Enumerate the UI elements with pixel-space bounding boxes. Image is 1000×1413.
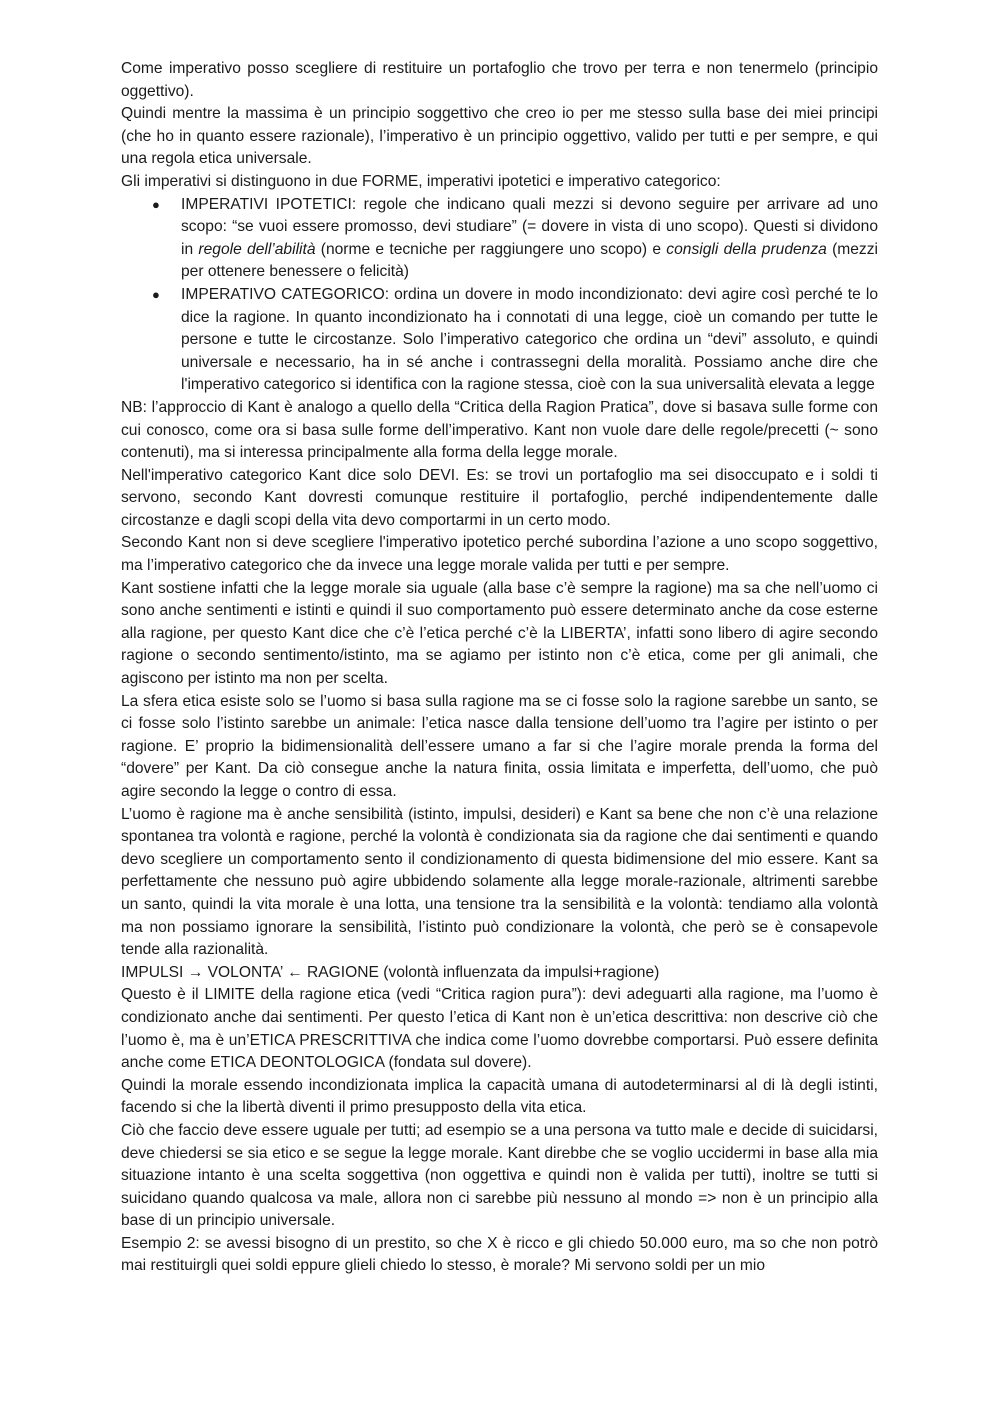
paragraph: Quindi mentre la massima è un principio soggettivo che creo io per me stesso sulla base dei miei principi (che ho in quanto essere razionale), l’imperativo è un principio oggettivo, valido per tutti e per sempre, e qui una regola etica universale.: [121, 105, 878, 168]
paragraph: Nell'imperativo categorico Kant dice solo DEVI. Es: se trovi un portafoglio ma sei disoccupato e i soldi ti servono, secondo Kant dovresti comunque restituire il portafoglio, perché indipendentemente dalle circostanze e dagli scopi della vita devo comportarmi in un certo modo.: [121, 466, 878, 529]
list-item-text: IMPERATIVI IPOTETICI: regole che indicano quali mezzi si devono seguire per arrivare ad uno scopo: “se vuoi essere promosso, devi studiare” (= dovere in vista di uno scopo). Questi si dividono in: [181, 195, 878, 258]
list-item-text: IMPERATIVO CATEGORICO: ordina un dovere in modo incondizionato: devi agire così perché te lo dice la ragione. In quanto incondizionato ha i connotati di una legge, cioè un comando per tutte le persone e tutte le circostanze. Solo l’imperativo categorico che ordina un “devi” assoluto, e quindi universale e necessario, ha in sé anche i contrassegni della moralità. Possiamo anche dire che l'imperativo categorico si identifica con la ragione stessa, cioè con la sua universalità elevata a legge: [181, 285, 878, 394]
list-item-text: (norme e tecniche per raggiungere uno scopo) e: [315, 240, 667, 258]
list-item-text: (mezzi per ottenere benessere o felicità): [181, 240, 878, 281]
paragraph: NB: l’approccio di Kant è analogo a quello della “Critica della Ragion Pratica”, dove si basava sulle forme con cui conosco, come ora si basa sulle forme dell’imperativo. Kant non vuole dare delle regole/precetti (~ sono contenuti), ma si interessa principalmente alla forma della legge morale.: [121, 398, 878, 462]
paragraph: Ciò che faccio deve essere uguale per tutti; ad esempio se a una persona va tutto male e decide di suicidarsi, deve chiedersi se sia etico e se segue la legge morale. Kant direbbe che se voglio uccidermi in base alla mia situazione intanto è una scelta soggettiva (non oggettiva e quindi non è valida per tutti), inoltre se tutti si suicidano quando qualcosa va male, allora non ci sarebbe più nessuno al mondo => non è un principio alla base di un principio universale.: [121, 1121, 878, 1230]
emphasis: regole dell’abilità: [198, 240, 316, 258]
paragraph: Esempio 2: se avessi bisogno di un prestito, so che X è ricco e gli chiedo 50.000 euro, ma so che non potrò mai restituirgli quei soldi eppure glieli chiedo lo stesso, è morale? Mi servono soldi per un mio: [121, 1234, 878, 1275]
bullet-icon: ●: [152, 196, 160, 212]
paragraph: L’uomo è ragione ma è anche sensibilità (istinto, impulsi, desideri) e Kant sa bene che non c’è una relazione spontanea tra volontà e ragione, perché la volontà è condizionata sia da ragione che dai sentimenti e quando devo scegliere un comportamento sento il condizionamento di questa bidimensione del mio essere. Kant sa perfettamente che nessuno può agire ubbidendo solamente alla legge morale-razionale, altrimenti sarebbe un santo, quindi la vita morale è una lotta, una tensione tra la sensibilità e la volontà: tendiamo alla volontà ma non possiamo ignorare la sensibilità, l’istinto può condizionare la volontà, che però se è consapevole tende alla razionalità.: [121, 805, 878, 959]
bullet-list: [121, 194, 878, 397]
paragraph: La sfera etica esiste solo se l’uomo si basa sulla ragione ma se ci fosse solo la ragione sarebbe un santo, se ci fosse solo l’istinto sarebbe un animale: l’etica nasce dalla tensione dell’uomo tra l’agire per istinto o per ragione. E’ proprio la bidimensionalità dell’essere umano a far si che l’agire morale prenda la forma del “dovere” per Kant. Da ciò consegue anche la natura finita, ossia limitata e imperfetta, dell’uomo, che può agire secondo la legge o contro di essa.: [121, 692, 878, 800]
bullet-icon: ●: [152, 286, 160, 302]
paragraph: Secondo Kant non si deve scegliere l'imperativo ipotetico perché subordina l’azione a uno scopo soggettivo, ma l’imperativo categorico che da invece una legge morale valida per tutti e per sempre.: [121, 534, 878, 575]
paragraph: Quindi la morale essendo incondizionata implica la capacità umana di autodeterminarsi al di là degli istinti, facendo si che la libertà diventi il primo presupposto della vita etica.: [121, 1076, 878, 1117]
paragraph: Gli imperativi si distinguono in due FORME, imperativi ipotetici e imperativo categorico:: [121, 172, 721, 190]
paragraph: Questo è il LIMITE della ragione etica (vedi “Critica ragion pura”): devi adeguarti alla ragione, ma l’uomo è condizionato anche dai sentimenti. Per questo l’etica di Kant non è un’etica descrittiva: non descrive ciò che l’uomo è, ma è un’ETICA PRESCRITTIVA che indica come l’uomo dovrebbe comportarsi. Può essere definita anche come ETICA DEONTOLOGICA (fondata sul dovere).: [121, 986, 878, 1072]
paragraph: Come imperativo posso scegliere di restituire un portafoglio che trovo per terra e non tenermelo (principio oggettivo).: [121, 60, 878, 100]
paragraph: Kant sostiene infatti che la legge morale sia uguale (alla base c’è sempre la ragione) ma sa che nell’uomo ci sono anche sentimenti e istinti e quindi il suo comportamento può essere determinato anche da cose esterne alla ragione, per questo Kant dice che c’è l’etica perché c’è la LIBERTA’, infatti sono libero di agire secondo ragione o secondo sentimento/istinto, ma se agiamo per istinto non c’è etica, come per gli animali, che agiscono per istinto ma non per scelta.: [121, 579, 878, 688]
formula-line: IMPULSI → VOLONTA’ ← RAGIONE (volontà influenzata da impulsi+ragione): [121, 963, 660, 981]
list-item: [121, 194, 878, 284]
document-page: [121, 58, 878, 1278]
list-item: [121, 284, 878, 397]
emphasis: consigli della prudenza: [666, 240, 827, 258]
